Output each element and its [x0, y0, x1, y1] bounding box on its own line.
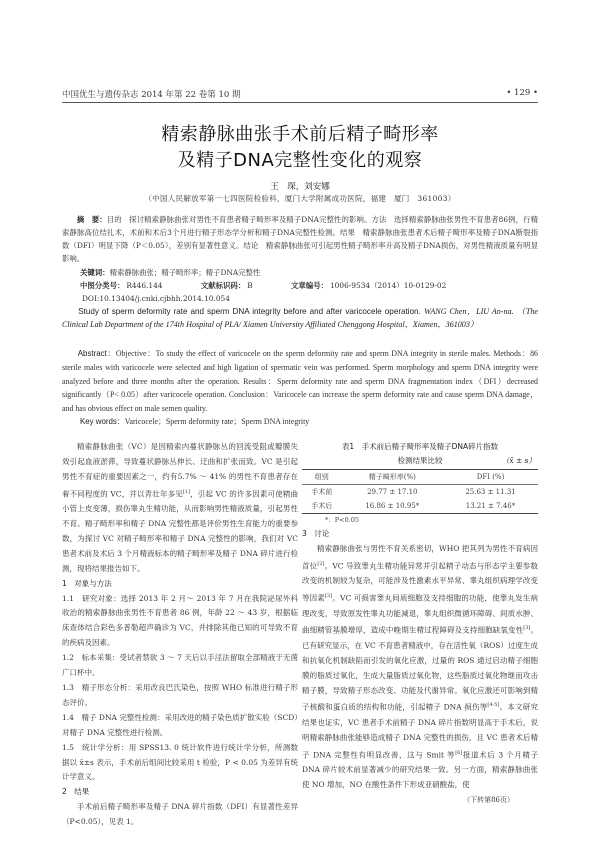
- abstract-cn-label: 摘 要：: [76, 215, 107, 224]
- keywords-cn: [80, 267, 260, 278]
- discussion-text: 报道术后 3 个月精子 DNA 碎片较术前显著减少的研究结果一致。另一方面，精索静脉曲张使 NO 增加，NO 在酸性条件下形成亚硝酸盐，使: [302, 750, 538, 789]
- col-header-group: 组别: [314, 473, 329, 481]
- section-1-2: 1.2 标本采集：受试者禁欲 3 ～ 7 天后以手淫法留取全部精液于无菌广口杯中。: [62, 653, 298, 678]
- discussion-text: 。VC 可损害睾丸间质细胞及支持细胞的功能，使睾丸发生病理改变，导致原发性睾丸功能减退，睾丸组织微循环障碍、间质水肿、曲细精管基膜增厚，造成中晚期生精过程障碍及支持细胞缺氧变性: [302, 593, 538, 635]
- results-table: [302, 469, 538, 514]
- table-caption-line-2: [302, 454, 538, 468]
- journal-name: 中国优生与遗传杂志 2014 年第 22 卷第 10 期: [62, 90, 241, 100]
- col-header-deformity: 精子畸形率(%): [368, 473, 416, 481]
- col-header-dfi: DFI (%): [476, 473, 505, 481]
- table-caption-line-1: 表1 手术前后精子畸形率及精子DNA碎片指数: [341, 442, 499, 451]
- section-3-heading: 3 讨论: [302, 529, 330, 538]
- intro-text: 精索静脉曲张（VC）是因精索内蔓状静脉丛的回流受阻或瓣膜失效引起血液淤滞，导致蔓状静脉丛伸长、迂曲和扩张而致。VC 是引起男性不育症的重要因素之一，约有5.7% ～ 41% 的男性不育患者存在着不同程度的 VC，并以青壮年多见: [62, 442, 298, 499]
- section-1-3: 1.3 精子形态分析：采用改良巴氏染色，按照 WHO 标准进行精子形态评价。: [62, 683, 298, 707]
- running-header: [62, 88, 538, 103]
- article-no-label: 文章编号：: [291, 281, 328, 290]
- abstract-en-text: Objective：To study the effect of varicocele on the sperm deformity rate and sperm DNA integrity in sterile males. Methods：86 sterile males with varicocele were selected and high ligation of spermatic vein was performed. Sperm morphology and sperm DNA integrity were analyzed before and three months after the operation. Results：Sperm deformity rate and sperm DNA fragmentation index（DFI）decreased significantly（P< 0.05）after varicocele operation. Conclusion：Varicocele can increase the sperm deformity rate and cause sperm DNA damage，and has obvious effect on male semen quality.: [62, 349, 538, 414]
- citation-4-5[interactable]: [4-5]: [487, 702, 500, 709]
- english-title: Study of sperm deformity rate and sperm DNA integrity before and after varicocele operation.: [78, 307, 421, 316]
- right-column: [302, 440, 538, 808]
- doi[interactable]: DOI:10.13404/j.cnki.cjbhh.2014.10.054: [82, 294, 230, 303]
- cell-dfi: 25.63 ± 11.31: [465, 488, 516, 496]
- citation-3[interactable]: [3]: [325, 593, 333, 600]
- table-row: [302, 485, 538, 500]
- section-1-1: 1.1 研究对象：选择 2013 年 2 月～ 2013 年 7 月在我院泌尿外科收治的精索静脉曲张男性不育患者 86 例，年龄 22 ～ 43 岁，根据临床查体结合彩色多普勒超声确诊为 VC，并排除其他已知的可导致不育的疾病及因素。: [62, 593, 298, 648]
- abstract-en-label: Abstract：: [77, 349, 116, 358]
- intro-text-cont: ，引起 VC 的许多因素可使精曲小管上皮变薄，损伤睾丸生精功能，从而影响男性精液质量，引起男性不育。精子畸形率和精子 DNA 完整性都是评价男性生育能力的重要参数，为探讨 VC 对精子畸形率和精子 DNA 完整性的影响，我们对 VC 患者术前及术后 3 个月精液标本的精子畸形率及精子 DNA 碎片进行检测，现将结果报告如下。: [62, 489, 298, 573]
- doc-code: [201, 281, 253, 290]
- cell-group: 手术后: [311, 502, 333, 510]
- clc-label: 中图分类号：: [80, 281, 125, 290]
- keywords-en-label: Key words：: [80, 417, 125, 426]
- section-2-text: 手术前后精子畸形率及精子 DNA 碎片指数（DFI）有显著性差异（P<0.05），见表 1。: [62, 802, 298, 827]
- discussion-paragraph: [302, 542, 538, 793]
- citation-1[interactable]: [1]: [182, 488, 190, 495]
- abstract-en: [62, 347, 538, 416]
- clc-value: R446.144: [126, 281, 163, 290]
- affiliation: （中国人民解放军第一七四医院检验科，厦门大学附属成功医院，福建 厦门 361003）: [144, 194, 456, 203]
- table-1: [302, 440, 538, 527]
- citation-3b[interactable]: [3]: [523, 625, 531, 632]
- cell-group: 手术前: [311, 488, 333, 496]
- classification-line: [80, 280, 482, 291]
- table-row: [302, 499, 538, 514]
- section-1-5: 1.5 统计学分析：用 SPSS13. 0 统计软件进行统计学分析，所测数据以 x̄±s 表示，手术前后组间比较采用 t 检验，P < 0.05 为差异有统计学意义。: [62, 742, 298, 782]
- discussion-text: 。VC 导致睾丸生精功能异常并引起精子动态与形态学主要参数改变的机制较为复杂，可能涉及性激素水平异常、睾丸组织病理学改变等因素: [302, 561, 538, 603]
- keywords-en: [80, 416, 309, 427]
- title-line-2: 及精子DNA完整性变化的观察: [177, 150, 423, 171]
- keywords-cn-text: 精索静脉曲张；精子畸形率；精子DNA完整性: [109, 268, 261, 277]
- cell-deformity: 29.77 ± 17.10: [367, 488, 418, 496]
- discussion-text: 。本文研究结果也证实，VC 患者手术前精子 DNA 碎片指数明显高于手术后，说明精索静脉曲张能够造成精子 DNA 完整性的损伤，且 VC 患者术后精子 DNA 完整性有明显改善，这与 Smit 等: [302, 702, 538, 760]
- cell-dfi: 13.21 ± 7.46*: [465, 502, 516, 510]
- doc-code-label: 文献标识码：: [200, 281, 246, 290]
- article-no: [291, 281, 446, 290]
- discussion-text: 。已有研究显示，在 VC 不育患者精液中，存在活性氧（ROS）过度生成和抗氧化机制缺陷而引发的氧化应激，过量的 ROS 通过启动精子细胞膜的脂质过氧化，生成大量脂质过氧化物，这些脂质过氧化物继而攻击精子膜，导致精子形态改变、功能及代谢异常。氧化应激还可影响到精子核酸和蛋白质的结构和功能，引起精子 DNA 损伤等: [302, 625, 539, 712]
- table-caption-line-2-text: 检测结果比较: [397, 456, 443, 465]
- clc: [80, 281, 163, 290]
- left-column: [62, 440, 298, 830]
- section-1-heading: 1 对象与方法: [62, 578, 112, 588]
- citation-6[interactable]: [6]: [455, 749, 463, 756]
- table-unit: （x̄ ± s）: [501, 456, 536, 465]
- doc-code-value: B: [247, 281, 253, 290]
- abstract-cn-text: 目的 探讨精索静脉曲张对男性不育患者精子畸形率及精子DNA完整性的影响。方法 选择精索静脉曲张男性不育患者86例，行精索静脉高位结扎术，术前和术后3个月进行精子形态学分析和精子DNA完整性检测。结果 精索静脉曲张患者术后精子畸形率及精子DNA断裂指数（DFI）明显下降（P＜0.05），差别有显著性意义。结论 精索静脉曲张可引起男性精子畸形率升高及精子DNA损伤，对男性精液质量有明显影响。: [62, 215, 538, 263]
- english-affiliation: （The Clinical Lab Department of the 174th Hospital of PLA/ Xiamen University Affiliated Chenggong Hospital，Xiamen，361003）: [62, 307, 538, 329]
- abstract-cn: [62, 213, 538, 265]
- section-1-4: 1.4 精子 DNA 完整性检测：采用改进的精子染色质扩散实验（SCD）对精子 DNA 完整性进行检测。: [62, 712, 298, 737]
- section-2-heading: 2 结果: [62, 787, 90, 797]
- article-title: [0, 122, 600, 174]
- table-footnote: *：P<0.05: [325, 516, 360, 524]
- title-line-1: 精索静脉曲张手术前后精子畸形率: [161, 124, 439, 145]
- table-caption: [302, 440, 538, 468]
- table-header-row: [302, 470, 538, 485]
- article-no-value: 1006-9534（2014）10-0129-02: [329, 281, 447, 290]
- english-authors: WANG Chen，LIU An-na.: [424, 307, 514, 316]
- intro-paragraph: [62, 440, 298, 577]
- continued-note: （下转第86页）: [463, 795, 514, 804]
- keywords-en-text: Varicocele；Sperm deformity rate；Sperm DNA integrity: [124, 417, 310, 426]
- authors: 王 琛，刘安娜: [270, 182, 330, 192]
- keywords-cn-label: 关键词：: [80, 268, 110, 277]
- page-number: • 129 •: [506, 88, 538, 98]
- discussion-text: 精索静脉曲张与男性不育关系密切，WHO 把其列为男性不育病因首位: [302, 543, 538, 571]
- english-title-block: [62, 305, 538, 331]
- cell-deformity: 16.86 ± 10.95*: [365, 502, 420, 510]
- citation-2[interactable]: [2]: [317, 560, 325, 567]
